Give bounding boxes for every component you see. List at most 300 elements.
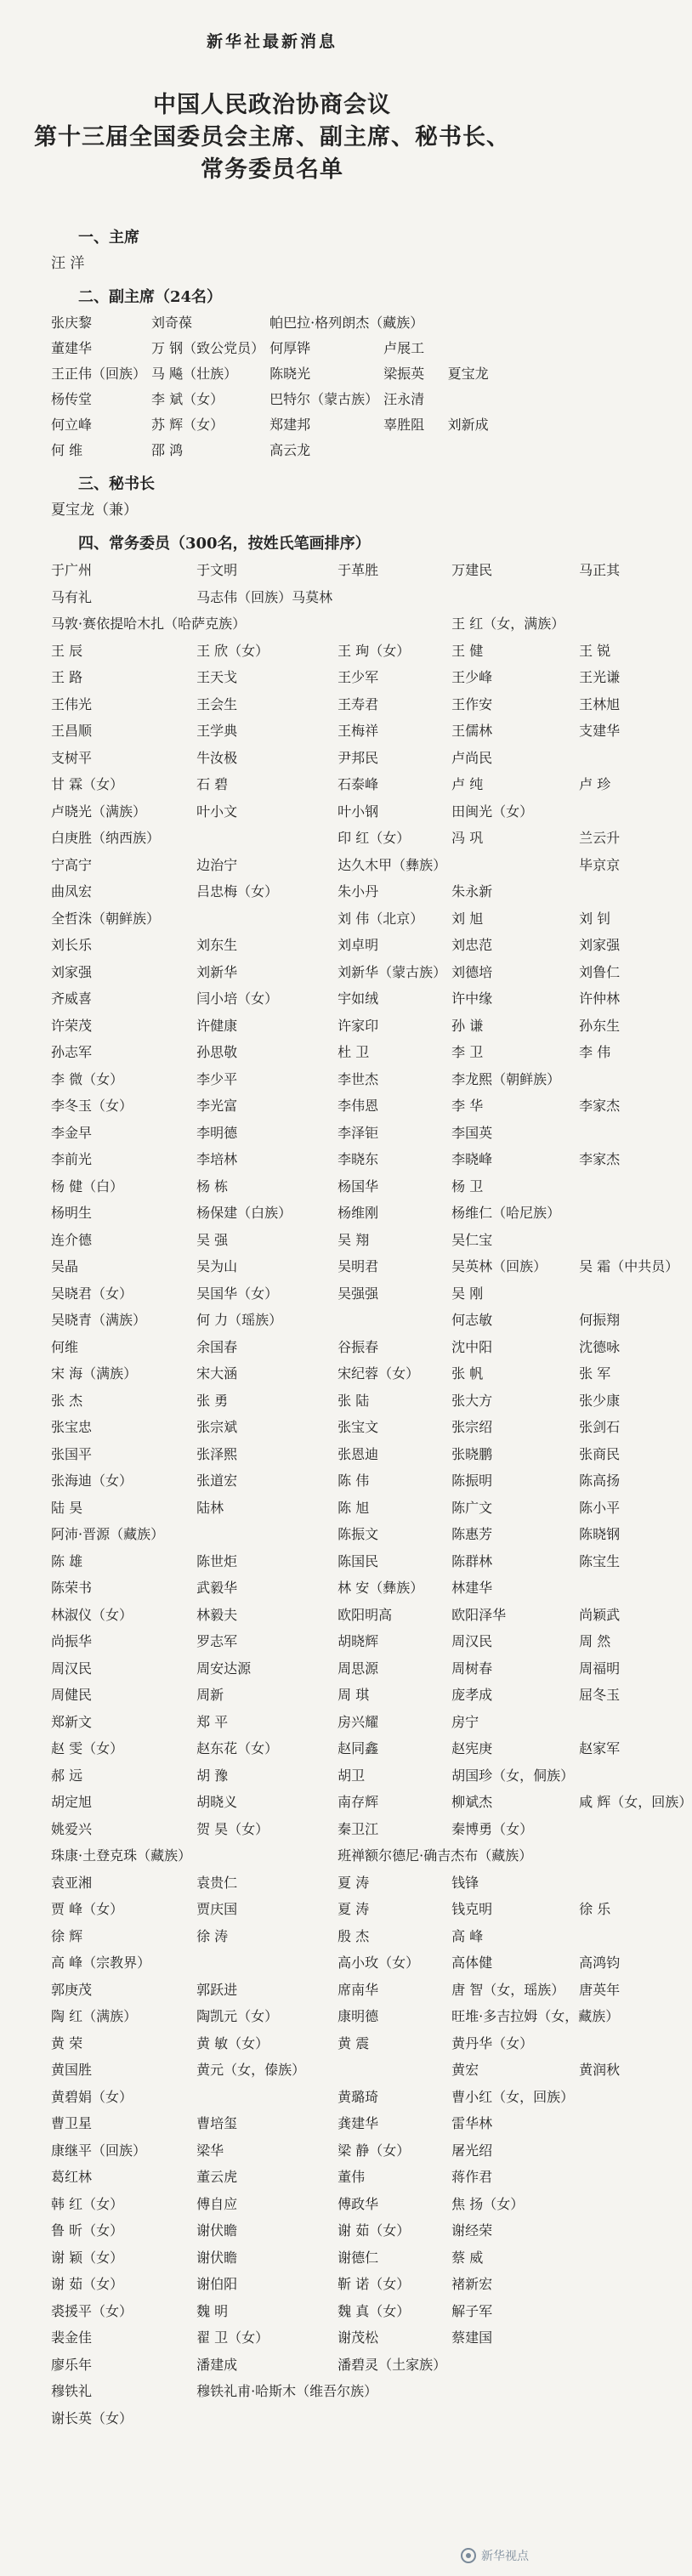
member-name: 黄 震 — [337, 2034, 370, 2051]
member-name: 蔡 威 — [451, 2249, 484, 2266]
member-name: 王伟光 — [51, 695, 93, 712]
member-name: 刘东生 — [196, 937, 238, 953]
member-name: 李家杰 — [579, 1098, 621, 1114]
member-name: 许中缘 — [451, 990, 493, 1007]
member-name — [579, 2298, 692, 2325]
member-name: 贺 昊（女） — [196, 1820, 269, 1837]
member-name: 阿沛·晋源（藏族） — [51, 1526, 165, 1542]
member-name: 白庚胜（纳西族） — [51, 830, 161, 846]
member-name: 吴英林（回族） — [451, 1258, 547, 1274]
member-name: 沈德咏 — [579, 1338, 621, 1355]
chairman-name: 汪 洋 — [51, 255, 85, 272]
member-name: 杨国华 — [337, 1177, 379, 1194]
circle-logo-icon — [461, 2548, 476, 2563]
member-name: 赵宪庚 — [451, 1740, 493, 1756]
member-name: 黄 荣 — [51, 2034, 83, 2051]
member-name: 刘新华（蒙古族） — [337, 963, 447, 980]
member-name: 李 微（女） — [51, 1070, 124, 1087]
member-name: 林淑仪（女） — [51, 1606, 133, 1623]
member-name: 万建民 — [451, 562, 493, 578]
member-name: 齐威喜 — [51, 990, 93, 1007]
member-name: 咸 辉（女，回族） — [579, 1794, 692, 1810]
member-name: 陈振明 — [451, 1472, 493, 1489]
member-name — [579, 878, 692, 905]
member-name — [196, 1521, 332, 1548]
member-name: 郑新文 — [51, 1713, 93, 1730]
member-name: 孙志军 — [51, 1044, 93, 1060]
member-name: 于革胜 — [337, 562, 379, 578]
member-name — [196, 2405, 332, 2432]
section-vice-chairmen — [32, 285, 512, 463]
member-name: 黄 敏（女） — [196, 2034, 269, 2051]
member-name: 李培林 — [196, 1151, 238, 1167]
member-name — [451, 2352, 574, 2379]
member-name — [451, 2378, 574, 2405]
member-name: 杨维刚 — [337, 1205, 379, 1221]
member-name — [448, 310, 507, 336]
member-name: 刘奇葆 — [151, 315, 193, 331]
member-name: 卢 纯 — [451, 776, 484, 792]
member-name: 韩 红（女） — [51, 2195, 124, 2212]
section-heading: 三、秘书长 — [78, 475, 155, 493]
member-name: 钱克明 — [451, 1901, 493, 1917]
member-name: 牛汝极 — [196, 749, 238, 766]
member-name: 张 帆 — [451, 1365, 484, 1382]
document-title — [32, 89, 512, 186]
member-name: 高云龙 — [269, 442, 311, 458]
member-name — [451, 852, 574, 879]
member-name: 袁亚湘 — [51, 1874, 93, 1891]
member-name: 沈中阳 — [451, 1338, 493, 1355]
member-name: 屠光绍 — [451, 2142, 493, 2159]
member-name: 张少康 — [579, 1392, 621, 1409]
member-name: 刘家强 — [579, 937, 621, 953]
member-name: 梁 静（女） — [337, 2142, 411, 2159]
member-name: 谢 颖（女） — [51, 2249, 124, 2266]
member-name: 周福明 — [579, 1660, 621, 1677]
member-name: 葛红林 — [51, 2169, 93, 2185]
member-name: 陈惠芳 — [451, 1526, 493, 1542]
member-name: 黄璐琦 — [337, 2088, 379, 2105]
member-name: 董建华 — [51, 340, 93, 356]
member-name: 陶凯元（女） — [196, 2008, 279, 2024]
member-name: 宇如绒 — [337, 990, 379, 1007]
title-line-3: 常务委员名单 — [201, 156, 343, 183]
member-name: 张商民 — [579, 1445, 621, 1462]
member-name: 董云虎 — [196, 2169, 238, 2185]
member-name: 马有礼 — [51, 588, 93, 605]
member-name: 翟 卫（女） — [196, 2329, 269, 2346]
member-name: 王少军 — [337, 669, 379, 685]
member-name: 马 飚（壮族） — [151, 366, 238, 382]
member-name — [579, 1575, 692, 1602]
member-name: 李伟恩 — [337, 1098, 379, 1114]
member-name: 何厚铧 — [269, 340, 311, 356]
member-name: 裴金佳 — [51, 2329, 93, 2346]
member-name: 张 杰 — [51, 1392, 83, 1409]
member-name: 陈振文 — [337, 1526, 379, 1542]
member-name: 李前光 — [51, 1151, 93, 1167]
section-heading: 四、常务委员（300名，按姓氏笔画排序） — [78, 535, 371, 553]
member-name: 尚振华 — [51, 1633, 93, 1649]
member-name: 卢 珍 — [579, 776, 611, 792]
member-name: 王 辰 — [51, 642, 83, 659]
member-name: 宋纪蓉（女） — [337, 1365, 420, 1382]
member-name: 王儒林 — [451, 723, 493, 739]
member-name: 郝 远 — [51, 1767, 83, 1784]
member-name: 孙 谦 — [451, 1017, 484, 1034]
member-name — [579, 798, 692, 826]
member-name: 班禅额尔德尼·确吉杰布（藏族） — [337, 1847, 533, 1864]
member-name: 陈群林 — [451, 1552, 493, 1569]
member-name: 谢经荣 — [451, 2222, 493, 2238]
member-name: 唐 智（女，瑶族） — [451, 1981, 565, 1998]
member-name: 宋大涵 — [196, 1365, 238, 1382]
member-name: 夏 涛 — [337, 1874, 370, 1891]
member-name: 许家印 — [337, 1017, 379, 1034]
member-name — [579, 1762, 692, 1790]
member-name: 夏宝龙 — [447, 366, 489, 382]
member-name: 魏 明 — [196, 2302, 229, 2319]
member-name: 陶 红（满族） — [51, 2008, 138, 2024]
member-name: 陈晓光 — [269, 366, 311, 382]
member-name: 郑建邦 — [269, 417, 311, 433]
member-name: 王林旭 — [579, 695, 621, 712]
member-name: 朱小丹 — [337, 883, 379, 899]
watermark — [461, 2547, 529, 2564]
member-name: 周健民 — [51, 1687, 93, 1703]
section-heading: 一、主席 — [78, 229, 139, 247]
member-name: 李家杰 — [579, 1151, 621, 1167]
member-name: 何志敏 — [451, 1312, 493, 1328]
member-name: 马志伟（回族）马莫林 — [196, 588, 333, 605]
member-name: 周树春 — [451, 1660, 493, 1677]
member-name: 刘卓明 — [337, 937, 379, 953]
member-name: 褚新宏 — [451, 2276, 493, 2292]
member-name: 余国春 — [196, 1338, 238, 1355]
member-name: 周汉民 — [51, 1660, 93, 1677]
member-name: 周安达源 — [196, 1660, 252, 1677]
secretary-general-name: 夏宝龙（兼） — [51, 502, 138, 519]
member-name: 徐 乐 — [579, 1901, 611, 1917]
member-name: 杨维仁（哈尼族） — [451, 1205, 561, 1221]
member-name: 何 力（瑶族） — [196, 1312, 283, 1328]
member-name: 梁华 — [196, 2142, 224, 2159]
member-name: 谢伯阳 — [196, 2276, 238, 2292]
member-name: 胡定旭 — [51, 1794, 93, 1810]
member-name: 姚爱兴 — [51, 1820, 93, 1837]
member-name — [579, 1066, 692, 1093]
member-name: 许荣茂 — [51, 1017, 93, 1034]
member-name: 张泽熙 — [196, 1445, 238, 1462]
member-name: 李 卫 — [451, 1044, 484, 1060]
member-name: 帕巴拉·格列朗杰（藏族） — [269, 315, 424, 331]
member-name: 万 钢（致公党员） — [151, 340, 265, 356]
member-name: 房宁 — [451, 1713, 479, 1730]
member-name: 刘鲁仁 — [579, 963, 621, 980]
member-name: 张剑石 — [579, 1419, 621, 1435]
member-name: 董伟 — [337, 2169, 366, 2185]
member-name: 高 峰 — [451, 1927, 484, 1944]
member-name: 梁振英 — [383, 366, 425, 382]
member-name: 马正其 — [579, 562, 621, 578]
member-name: 王少峰 — [451, 669, 493, 685]
member-name: 刘 旭 — [451, 910, 484, 927]
member-name: 陈国民 — [337, 1552, 379, 1569]
member-name: 吴 强 — [196, 1231, 229, 1248]
member-name: 高小玫（女） — [337, 1955, 420, 1971]
member-name: 曹卫星 — [51, 2115, 93, 2131]
member-name: 吴晓君（女） — [51, 1285, 133, 1302]
member-name — [337, 2405, 446, 2432]
member-name — [579, 2164, 692, 2191]
member-name: 屈冬玉 — [579, 1687, 621, 1703]
member-name: 王 路 — [51, 669, 83, 685]
vice-chairmen-list — [51, 310, 507, 463]
member-name: 张宝忠 — [51, 1419, 93, 1435]
member-name — [448, 336, 507, 361]
member-name: 周 琪 — [337, 1687, 370, 1703]
member-name: 甘 霖（女） — [51, 776, 124, 792]
member-name: 朱永新 — [451, 883, 493, 899]
member-name: 杨明生 — [51, 1205, 93, 1221]
member-name: 欧阳泽华 — [451, 1606, 507, 1623]
member-name: 孙思敬 — [196, 1044, 238, 1060]
member-name: 刘新华 — [196, 963, 238, 980]
section-standing-members — [32, 531, 692, 2431]
member-name: 张 陆 — [337, 1392, 370, 1409]
member-name: 张宗斌 — [196, 1419, 238, 1435]
section-chairman — [32, 225, 512, 276]
member-name — [579, 1870, 692, 1897]
member-name: 吴 刚 — [451, 1285, 484, 1302]
member-name: 庞孝成 — [451, 1687, 493, 1703]
member-name: 叶小文 — [196, 803, 238, 820]
member-name: 苏 辉（女） — [151, 417, 224, 433]
member-name: 孙东生 — [579, 1017, 621, 1034]
member-name: 刘长乐 — [51, 937, 93, 953]
member-name — [579, 2271, 692, 2298]
member-name: 林建华 — [451, 1580, 493, 1596]
member-name: 张宗绍 — [451, 1419, 493, 1435]
member-name: 邵 鸿 — [151, 442, 184, 458]
member-name: 傅政华 — [337, 2195, 379, 2212]
member-name: 秦博勇（女） — [451, 1820, 534, 1837]
member-name: 康继平（回族） — [51, 2142, 147, 2159]
member-name: 贾庆国 — [196, 1901, 238, 1917]
member-name: 何立峰 — [51, 417, 93, 433]
member-name: 刘家强 — [51, 963, 93, 980]
member-name: 周思源 — [337, 1660, 379, 1677]
member-name: 傅自应 — [196, 2195, 238, 2212]
member-name: 连介德 — [51, 1231, 93, 1248]
member-name: 蔡建国 — [451, 2329, 493, 2346]
member-name — [579, 610, 692, 638]
member-name: 珠康·土登克珠（藏族） — [51, 1847, 192, 1864]
member-name — [451, 2405, 574, 2432]
member-name: 裘援平（女） — [51, 2302, 133, 2319]
member-name: 鲁 昕（女） — [51, 2222, 124, 2238]
member-name — [451, 584, 574, 611]
member-name: 蒋作君 — [451, 2169, 493, 2185]
member-name: 吴 翔 — [337, 1231, 370, 1248]
member-name: 石泰峰 — [337, 776, 379, 792]
watermark-label: 新华视点 — [481, 2550, 529, 2563]
member-name: 刘德培 — [451, 963, 493, 980]
member-name — [448, 438, 507, 463]
member-name: 刘忠范 — [451, 937, 493, 953]
member-name: 谢 茹（女） — [51, 2276, 124, 2292]
member-name: 张海迪（女） — [51, 1472, 133, 1489]
member-name: 李泽钜 — [337, 1124, 379, 1141]
member-name: 于广州 — [51, 562, 93, 578]
member-name: 周新 — [196, 1687, 224, 1703]
member-name — [579, 2030, 692, 2057]
member-name: 王 健 — [451, 642, 484, 659]
member-name: 林毅夫 — [196, 1606, 238, 1623]
member-name: 李少平 — [196, 1070, 238, 1087]
member-name: 陈宝生 — [579, 1552, 621, 1569]
member-name: 陈广文 — [451, 1499, 493, 1516]
member-name: 吴国华（女） — [196, 1285, 279, 1302]
member-name: 殷 杰 — [337, 1927, 370, 1944]
member-name: 李 斌（女） — [151, 391, 224, 407]
member-name: 刘新成 — [447, 417, 489, 433]
member-name: 刘 伟（北京） — [337, 910, 424, 927]
member-name: 黄碧娟（女） — [51, 2088, 133, 2105]
member-name: 钱锋 — [451, 1874, 479, 1891]
member-name: 陆林 — [196, 1499, 224, 1516]
member-name: 李光富 — [196, 1098, 238, 1114]
member-name: 辜胜阻 — [383, 417, 425, 433]
member-name: 袁贵仁 — [196, 1874, 238, 1891]
member-name: 王梅祥 — [337, 723, 379, 739]
member-name: 张大方 — [451, 1392, 493, 1409]
member-name — [579, 1200, 692, 1227]
member-name: 席南华 — [337, 1981, 379, 1998]
member-name: 赵 雯（女） — [51, 1740, 124, 1756]
member-name: 李冬玉（女） — [51, 1098, 133, 1114]
member-name: 汪永清 — [383, 391, 425, 407]
member-name: 张 勇 — [196, 1392, 229, 1409]
member-name: 吴 霜（中共员） — [579, 1258, 679, 1274]
member-name: 潘建成 — [196, 2356, 238, 2373]
member-name — [337, 2057, 446, 2084]
member-name: 杨传堂 — [51, 391, 93, 407]
member-name: 王 红（女，满族） — [451, 616, 565, 632]
member-name: 卢尚民 — [451, 749, 493, 766]
member-name: 李 华 — [451, 1098, 484, 1114]
member-name: 李晓东 — [337, 1151, 379, 1167]
member-name: 雷华林 — [451, 2115, 493, 2131]
member-name: 房兴耀 — [337, 1713, 379, 1730]
member-name — [579, 584, 692, 611]
member-name — [448, 387, 507, 412]
member-name: 杨 健（白） — [51, 1177, 124, 1194]
member-name: 杜 卫 — [337, 1044, 370, 1060]
member-name: 卢晓光（满族） — [51, 803, 147, 820]
member-name: 柳斌杰 — [451, 1794, 493, 1810]
member-name — [579, 1816, 692, 1843]
member-name: 曲凤宏 — [51, 883, 93, 899]
member-name: 许健康 — [196, 1017, 238, 1034]
member-name: 陈小平 — [579, 1499, 621, 1516]
member-name: 张国平 — [51, 1445, 93, 1462]
member-name: 谢伏瞻 — [196, 2222, 238, 2238]
member-name: 王昌顺 — [51, 723, 93, 739]
member-name: 吴晓青（满族） — [51, 1312, 147, 1328]
member-name: 曹小红（女，回族） — [451, 2088, 575, 2105]
member-name: 李 伟 — [579, 1044, 611, 1060]
member-name: 胡国珍（女，侗族） — [451, 1767, 575, 1784]
member-name: 王 欣（女） — [196, 642, 269, 659]
member-name: 卢展工 — [383, 340, 425, 356]
member-name — [579, 2084, 692, 2111]
member-name: 杨 卫 — [451, 1177, 484, 1194]
member-name: 罗志军 — [196, 1633, 238, 1649]
member-name: 陈世炬 — [196, 1552, 238, 1569]
member-name: 尹邦民 — [337, 749, 379, 766]
member-name: 黄润秋 — [579, 2062, 621, 2078]
member-name: 穆铁礼甫·哈斯木（维吾尔族） — [196, 2383, 378, 2399]
member-name: 王正伟（回族） — [51, 366, 147, 382]
member-name — [579, 2378, 692, 2405]
member-name: 胡 豫 — [196, 1767, 229, 1784]
member-name: 吴为山 — [196, 1258, 238, 1274]
member-name — [196, 1949, 332, 1977]
member-name: 曹培玺 — [196, 2115, 238, 2131]
member-name: 谢长英（女） — [51, 2409, 133, 2426]
member-name: 黄国胜 — [51, 2062, 93, 2078]
member-name: 王 珣（女） — [337, 642, 411, 659]
member-name — [579, 2405, 692, 2432]
member-name — [196, 2084, 332, 2111]
member-name: 何维 — [51, 1338, 79, 1355]
member-name — [579, 1923, 692, 1950]
member-name: 于文明 — [196, 562, 238, 578]
member-name: 魏 真（女） — [337, 2302, 411, 2319]
member-name: 秦卫江 — [337, 1820, 379, 1837]
member-name — [383, 438, 442, 463]
member-name: 田闽光（女） — [451, 803, 534, 820]
member-name: 赵东花（女） — [196, 1740, 279, 1756]
member-name: 穆铁礼 — [51, 2383, 93, 2399]
standing-members-list — [51, 557, 692, 2431]
member-name: 李明德 — [196, 1124, 238, 1141]
member-name — [579, 1227, 692, 1254]
member-name: 黄元（女，傣族） — [196, 2062, 306, 2078]
member-name: 谢德仁 — [337, 2249, 379, 2266]
member-name: 夏 涛 — [337, 1901, 370, 1917]
member-name: 支树平 — [51, 749, 93, 766]
member-name: 支建华 — [579, 723, 621, 739]
member-name — [579, 2110, 692, 2137]
member-name: 杨 栋 — [196, 1177, 229, 1194]
member-name: 潘碧灵（土家族） — [337, 2356, 447, 2373]
member-name: 张庆黎 — [51, 315, 93, 331]
member-name: 武毅华 — [196, 1580, 238, 1596]
member-name: 李国英 — [451, 1124, 493, 1141]
member-name — [579, 1280, 692, 1308]
member-name: 张恩迪 — [337, 1445, 379, 1462]
member-name: 王光谦 — [579, 669, 621, 685]
member-name: 张晓鹏 — [451, 1445, 493, 1462]
member-name: 王作安 — [451, 695, 493, 712]
member-name — [579, 745, 692, 772]
member-name — [579, 1842, 692, 1870]
member-name: 龚建华 — [337, 2115, 379, 2131]
member-name: 郭庚茂 — [51, 1981, 93, 1998]
